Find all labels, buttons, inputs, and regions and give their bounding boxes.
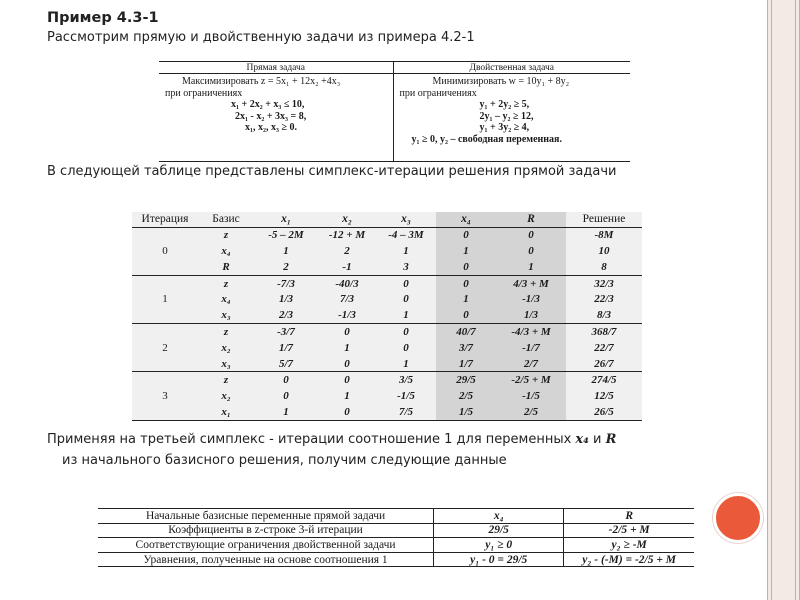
row-label: Соответствующие ограничения двойственной задачи (98, 538, 434, 553)
cell-sol: 8 (566, 259, 642, 275)
value-R: -2/5 + M (564, 523, 694, 538)
table-row (132, 324, 642, 340)
cell-x1: 1/3 (278, 293, 294, 306)
primal-formulation (159, 74, 393, 162)
cell-R: -1/3 (496, 291, 566, 307)
cell-x3: 1 (376, 356, 436, 372)
cell-R: 1/3 (496, 307, 566, 323)
decorative-circle (713, 493, 763, 543)
decorative-line (767, 0, 768, 600)
primal-constraint-1: x₁ + 2x₂ + x₃ ≤ 10, (231, 99, 305, 111)
cell-R: 0 (496, 243, 566, 259)
row-label: Коэффициенты в z-строке 3-й итерации (98, 523, 434, 538)
col-header-x4: x₄ (436, 212, 496, 227)
cell-R: 4/3 + M (496, 275, 566, 291)
var-x4: x₄ (575, 432, 589, 447)
value-R: R (564, 509, 694, 524)
cell-x2: 7/3 (339, 293, 355, 306)
table-row (132, 388, 642, 404)
cell-x3: 0 (403, 341, 409, 354)
basis-cell: x₄ (221, 293, 231, 306)
table-row (132, 291, 642, 307)
iteration-number: 3 (132, 372, 198, 420)
iteration-number: 0 (132, 227, 198, 275)
var-R: R (605, 432, 617, 447)
cell-sol: 368/7 (591, 325, 617, 338)
decorative-line (795, 0, 796, 600)
correspondence-table-body (98, 509, 694, 567)
simplex-caption: В следующей таблице представлены симплекс-итерации решения прямой задачи (47, 164, 617, 179)
table-row (132, 227, 642, 243)
cell-x4: 40/7 (436, 324, 496, 340)
cell-x4: 29/5 (436, 372, 496, 388)
basis-cell: z (223, 374, 229, 387)
cell-x4: 0 (436, 227, 496, 243)
col-header-solution: Решение (566, 212, 642, 227)
cell-x2: 0 (318, 356, 376, 372)
simplex-table (132, 212, 642, 421)
basis-cell: x₂ (221, 389, 231, 402)
cell-x2: 0 (344, 325, 350, 338)
basis-cell: x₃ (198, 307, 254, 323)
row-label: Начальные базисные переменные прямой задачи (98, 509, 434, 524)
cell-x3: -1/5 (397, 389, 415, 402)
primal-constraint-2: 2x₁ - x₂ + 3x₃ = 8, (235, 110, 307, 122)
cell-x4: 1/7 (436, 356, 496, 372)
decorative-line (771, 0, 772, 600)
table-row (132, 404, 642, 420)
cell-sol: 10 (598, 245, 610, 258)
cell-x1: 2 (254, 259, 318, 275)
dual-constraint-1: y₁ + 2y₂ ≥ 5, (479, 99, 530, 111)
cell-x2: -12 + M (328, 229, 366, 242)
cell-x1: 2/3 (254, 307, 318, 323)
cell-x1: 1/7 (278, 341, 294, 354)
table-row (132, 243, 642, 259)
cell-x1: -3/7 (277, 325, 295, 338)
col-header-x2: x₂ (318, 212, 376, 227)
value-x4: x₄ (434, 509, 564, 524)
cell-sol: 12/5 (594, 389, 614, 402)
primal-dual-table (159, 61, 630, 162)
dual-subject-to: при ограничениях (399, 87, 477, 99)
cell-x4: 1/5 (436, 404, 496, 420)
cell-x4: 1 (436, 243, 496, 259)
table-row (132, 340, 642, 356)
cell-x4: 2/5 (436, 388, 496, 404)
cell-x2: 2 (344, 245, 350, 258)
basis-cell: x₂ (221, 341, 231, 354)
basis-cell: z (223, 277, 229, 290)
cell-x2: 1 (344, 389, 350, 402)
cell-x4: 0 (436, 259, 496, 275)
slide-title: Пример 4.3-1 (47, 10, 159, 26)
cell-R: -1/5 (496, 388, 566, 404)
conclusion-conjunction: и (588, 432, 606, 447)
conclusion-text: Применяя на третьей симплекс - итерации соотношение 1 для переменных (47, 432, 576, 447)
table-row (98, 523, 694, 538)
cell-x3: 0 (403, 277, 409, 290)
table-row (132, 372, 642, 388)
primal-subject-to: при ограничениях (165, 87, 243, 99)
value-x4: y₁ ≥ 0 (434, 538, 564, 553)
basis-cell: x₄ (221, 245, 231, 258)
cell-R: 2/5 (496, 404, 566, 420)
col-header-x1: x₁ (254, 212, 318, 227)
cell-x2: -1/3 (318, 307, 376, 323)
cell-x2: 0 (318, 404, 376, 420)
cell-sol: 22/3 (594, 293, 614, 306)
cell-x3: 0 (403, 293, 409, 306)
cell-x3: -4 – 3M (388, 229, 424, 242)
cell-x1: 0 (283, 374, 289, 387)
cell-x1: 1 (254, 404, 318, 420)
dual-formulation (393, 74, 630, 162)
value-x4: 29/5 (434, 523, 564, 538)
conclusion-line-1 (47, 432, 616, 447)
intro-text: Рассмотрим прямую и двойственную задачи из примера 4.2-1 (47, 30, 475, 45)
cell-x1: -5 – 2M (268, 229, 304, 242)
cell-sol: 274/5 (591, 374, 617, 387)
cell-x4: 0 (436, 307, 496, 323)
dual-constraint-2: 2y₁ – y₂ ≥ 12, (479, 110, 534, 122)
cell-R: 1 (496, 259, 566, 275)
cell-x1: 5/7 (254, 356, 318, 372)
iteration-number: 1 (132, 275, 198, 323)
correspondence-table (98, 508, 694, 567)
cell-sol: 8/3 (566, 307, 642, 323)
cell-sol: 26/7 (566, 356, 642, 372)
value-x4: y₁ - 0 = 29/5 (434, 552, 564, 567)
cell-sol: -8M (594, 229, 614, 242)
cell-x1: 0 (283, 389, 289, 402)
basis-cell: z (223, 325, 229, 338)
cell-R: 0 (496, 227, 566, 243)
basis-cell: x₃ (198, 356, 254, 372)
dual-constraint-3: y₁ + 3y₂ ≥ 4, (479, 122, 530, 134)
simplex-table-body (132, 227, 642, 420)
basis-cell: R (198, 259, 254, 275)
value-R: y₂ ≥ -M (564, 538, 694, 553)
cell-x1: -7/3 (277, 277, 295, 290)
table-row (132, 356, 642, 372)
cell-x4: 1 (436, 291, 496, 307)
cell-x3: 0 (403, 325, 409, 338)
cell-x3: 7/5 (376, 404, 436, 420)
table-row (98, 509, 694, 524)
cell-R: -2/5 + M (496, 372, 566, 388)
value-R: y₂ - (-M) = -2/5 + M (564, 552, 694, 567)
cell-R: -4/3 + M (496, 324, 566, 340)
basis-cell: z (223, 229, 229, 242)
primal-header: Прямая задача (159, 62, 393, 74)
cell-x2: 1 (344, 341, 350, 354)
dual-constraint-4: y₁ ≥ 0, y₂ – свободная переменная. (411, 133, 562, 145)
cell-sol: 32/3 (594, 277, 614, 290)
dual-objective: Минимизировать w = 10y₁ + 8y₂ (432, 76, 570, 87)
table-row (132, 307, 642, 323)
cell-sol: 26/5 (566, 404, 642, 420)
cell-x1: 1 (283, 245, 289, 258)
table-row (98, 552, 694, 567)
table-row (98, 538, 694, 553)
cell-x2: 0 (344, 374, 350, 387)
cell-R: -1/7 (496, 340, 566, 356)
basis-cell: x₁ (198, 404, 254, 420)
cell-x2: -1 (318, 259, 376, 275)
col-header-iteration: Итерация (132, 212, 198, 227)
col-header-R: R (496, 212, 566, 227)
cell-x3: 3 (376, 259, 436, 275)
cell-x4: 0 (436, 275, 496, 291)
row-label: Уравнения, полученные на основе соотношения 1 (98, 552, 434, 567)
dual-header: Двойственная задача (393, 62, 630, 74)
cell-x3: 3/5 (398, 374, 414, 387)
primal-constraint-3: x₁, x₂, x₃ ≥ 0. (245, 122, 297, 134)
cell-x2: -40/3 (335, 277, 359, 290)
conclusion-line-2: из начального базисного решения, получим следующие данные (62, 453, 507, 468)
cell-sol: 22/7 (594, 341, 614, 354)
cell-x3: 1 (403, 245, 409, 258)
cell-x4: 3/7 (436, 340, 496, 356)
table-row (132, 275, 642, 291)
iteration-number: 2 (132, 324, 198, 372)
col-header-x3: x₃ (376, 212, 436, 227)
table-row (132, 259, 642, 275)
cell-x3: 1 (376, 307, 436, 323)
col-header-basis: Базис (198, 212, 254, 227)
primal-objective: Максимизировать z = 5x₁ + 12x₂ +4x₃ (182, 76, 341, 87)
cell-R: 2/7 (496, 356, 566, 372)
